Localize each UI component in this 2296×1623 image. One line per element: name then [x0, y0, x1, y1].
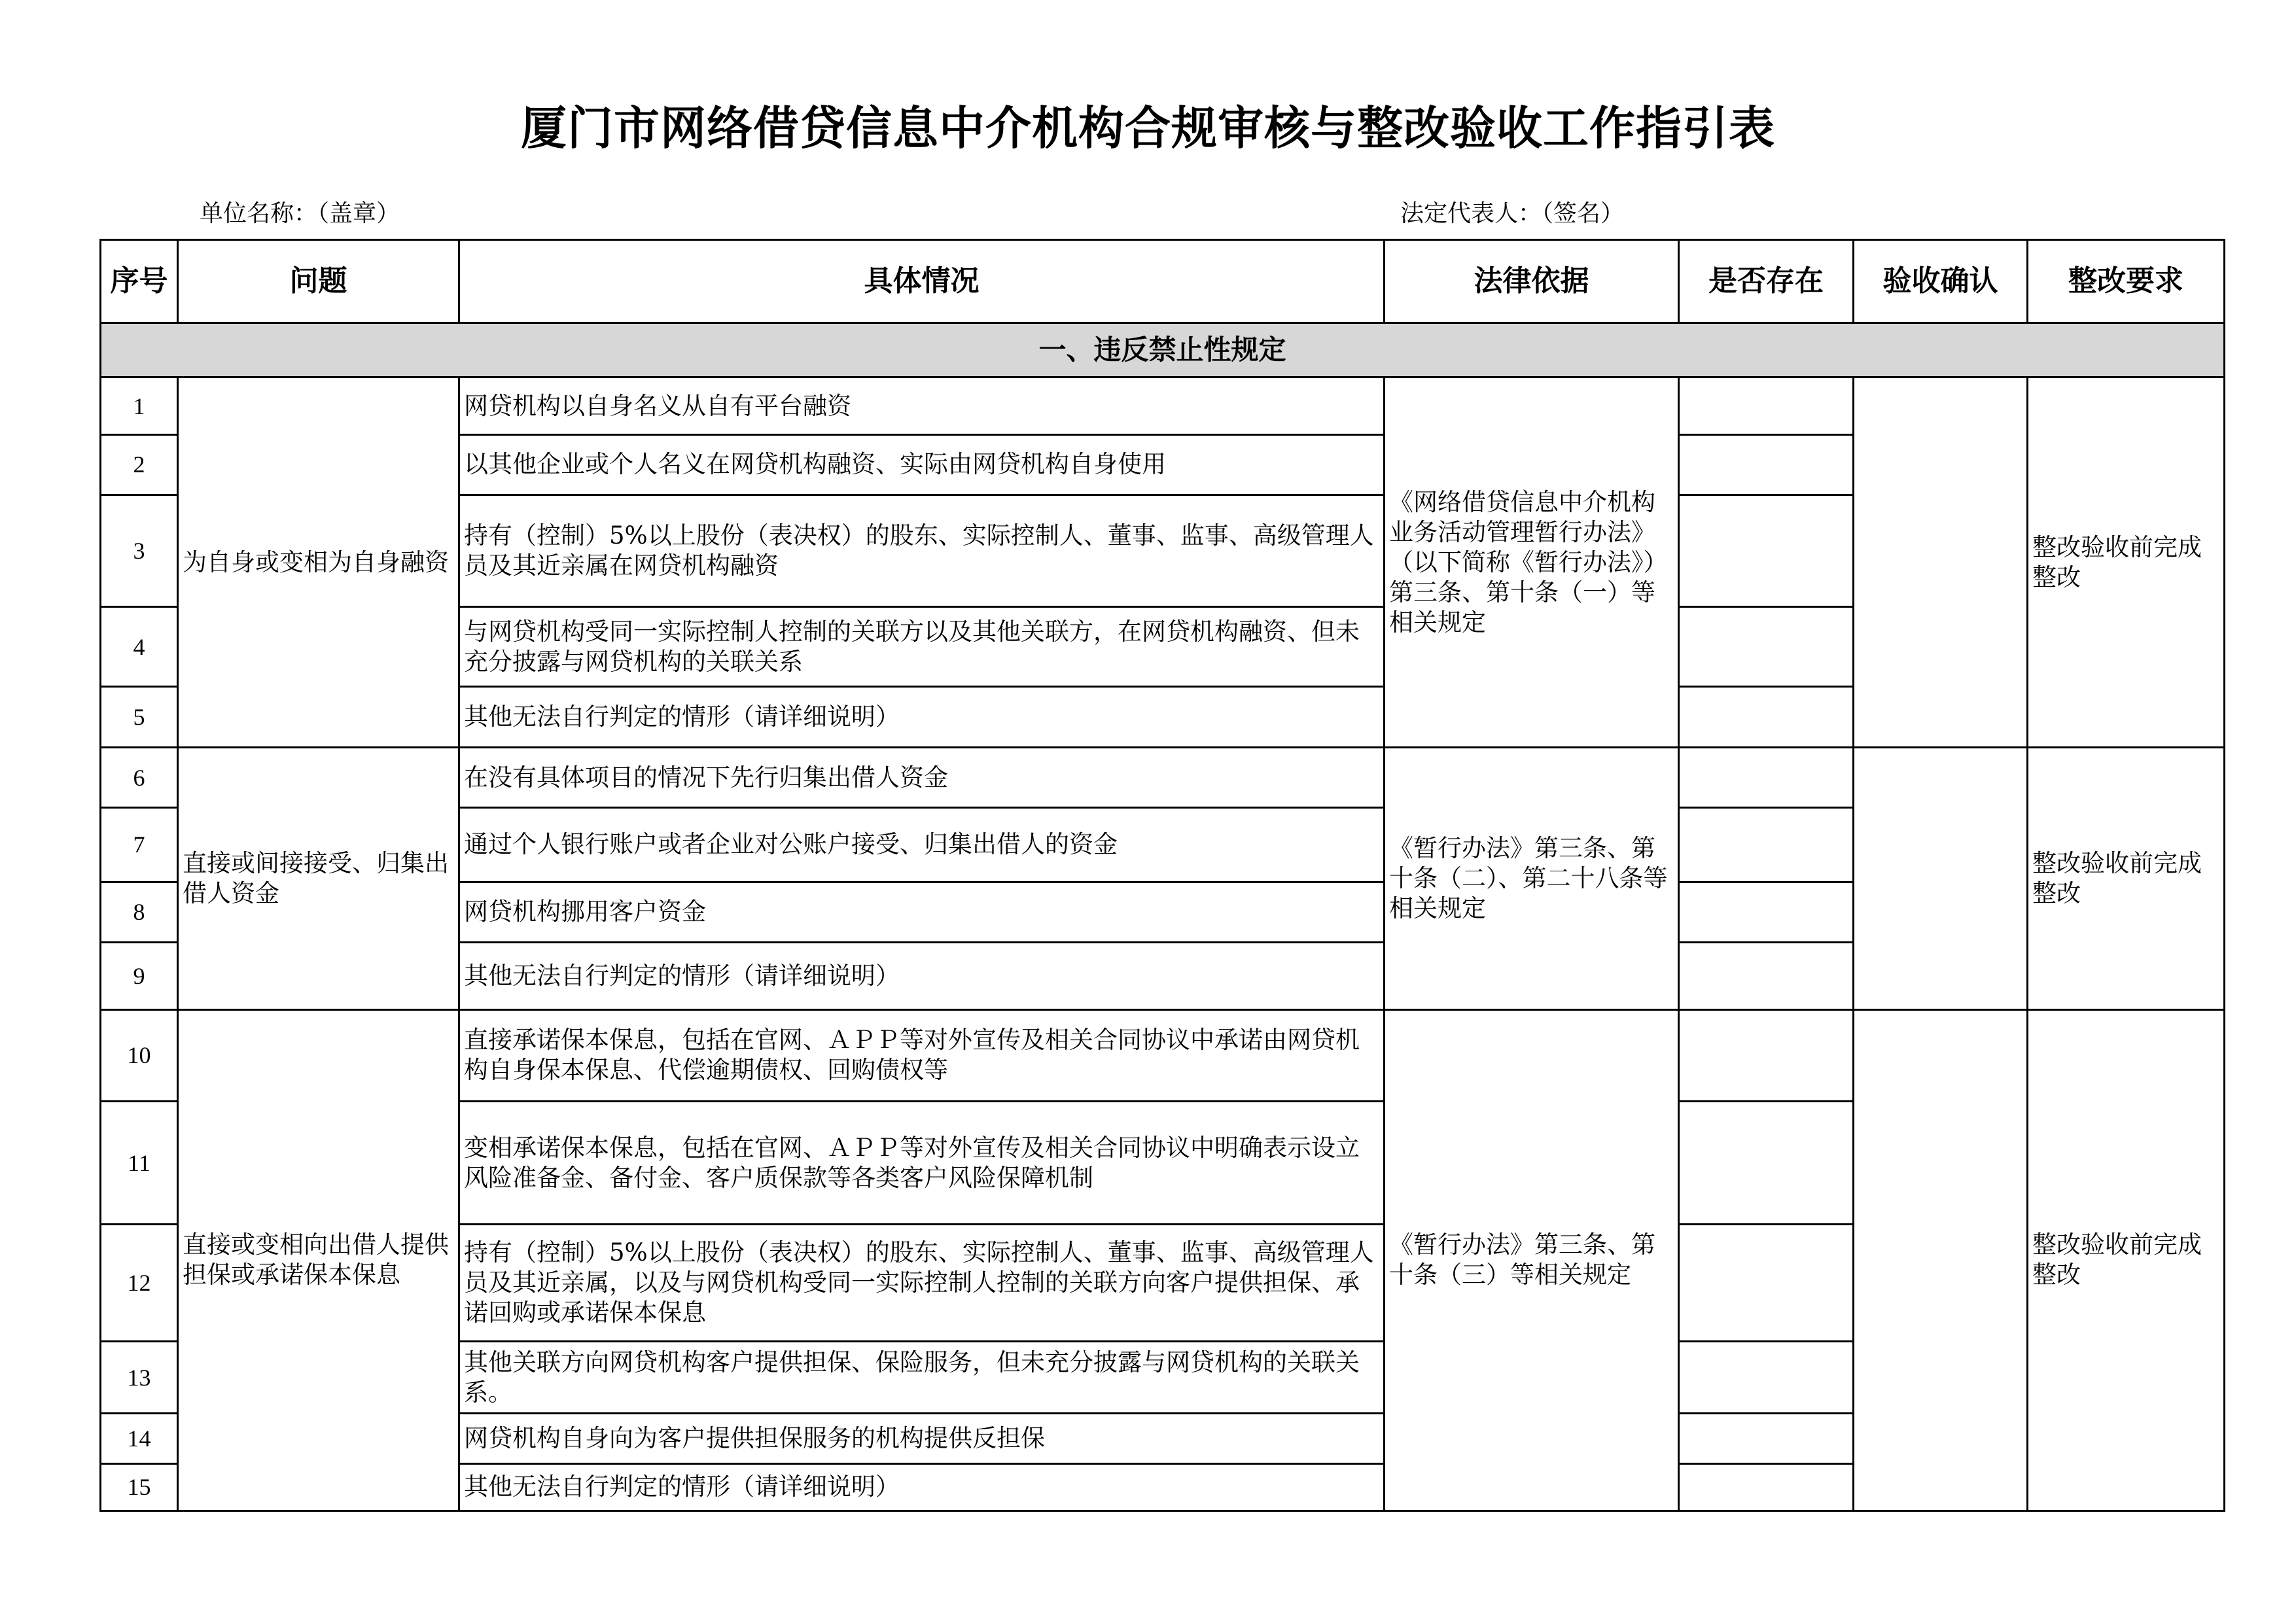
- exists-input[interactable]: [1679, 1102, 1854, 1225]
- req-cell: 整改验收前完成整改: [2028, 1009, 2225, 1510]
- exists-input[interactable]: [1679, 606, 1854, 687]
- header-detail: 具体情况: [459, 240, 1385, 323]
- detail-cell: 持有（控制）5%以上股份（表决权）的股东、实际控制人、董事、监事、高级管理人员及其近亲属在网贷机构融资: [459, 495, 1385, 607]
- law-cell: 《暂行办法》第三条、第十条（三）等相关规定: [1385, 1009, 1679, 1510]
- row-number: 7: [101, 808, 178, 882]
- header-no: 序号: [101, 240, 178, 323]
- page-title: 厦门市网络借贷信息中介机构合规审核与整改验收工作指引表: [521, 101, 1775, 155]
- row-number: 12: [101, 1225, 178, 1342]
- detail-cell: 持有（控制）5%以上股份（表决权）的股东、实际控制人、董事、监事、高级管理人员及其近亲属，以及与网贷机构受同一实际控制人控制的关联方向客户提供担保、承诺回购或承诺保本保息: [459, 1225, 1385, 1342]
- exists-input[interactable]: [1679, 434, 1854, 495]
- exists-input[interactable]: [1679, 1341, 1854, 1413]
- issue-cell: 为自身或变相为自身融资: [178, 377, 459, 747]
- issue-cell: 直接或间接接受、归集出借人资金: [178, 747, 459, 1009]
- row-number: 3: [101, 495, 178, 607]
- compliance-table: [99, 239, 2225, 1512]
- row-number: 6: [101, 747, 178, 807]
- unit-name-label: 单位名称：（盖章）: [200, 200, 400, 227]
- row-number: 15: [101, 1463, 178, 1510]
- req-cell: 整改验收前完成整改: [2028, 377, 2225, 747]
- table-row: [101, 747, 2225, 807]
- row-number: 13: [101, 1341, 178, 1413]
- exists-input[interactable]: [1679, 747, 1854, 807]
- check-cell[interactable]: [1854, 377, 2028, 747]
- detail-cell: 通过个人银行账户或者企业对公账户接受、归集出借人的资金: [459, 808, 1385, 882]
- header-exists: 是否存在: [1679, 240, 1854, 323]
- exists-input[interactable]: [1679, 943, 1854, 1009]
- detail-cell: 其他无法自行判定的情形（请详细说明）: [459, 1463, 1385, 1510]
- header-req: 整改要求: [2028, 240, 2225, 323]
- detail-cell: 在没有具体项目的情况下先行归集出借人资金: [459, 747, 1385, 807]
- detail-cell: 与网贷机构受同一实际控制人控制的关联方以及其他关联方，在网贷机构融资、但未充分披露与网贷机构的关联关系: [459, 606, 1385, 687]
- exists-input[interactable]: [1679, 1009, 1854, 1102]
- section-title: 一、违反禁止性规定: [101, 323, 2225, 377]
- exists-input[interactable]: [1679, 377, 1854, 434]
- row-number: 14: [101, 1414, 178, 1463]
- detail-cell: 其他无法自行判定的情形（请详细说明）: [459, 943, 1385, 1009]
- exists-input[interactable]: [1679, 808, 1854, 882]
- row-number: 5: [101, 687, 178, 747]
- detail-cell: 网贷机构自身向为客户提供担保服务的机构提供反担保: [459, 1414, 1385, 1463]
- row-number: 10: [101, 1009, 178, 1102]
- detail-cell: 网贷机构挪用客户资金: [459, 882, 1385, 942]
- issue-cell: 直接或变相向出借人提供担保或承诺保本保息: [178, 1009, 459, 1510]
- row-number: 11: [101, 1102, 178, 1225]
- table-row: [101, 377, 2225, 434]
- detail-cell: 直接承诺保本保息，包括在官网、ＡＰＰ等对外宣传及相关合同协议中承诺由网贷机构自身保本保息、代偿逾期债权、回购债权等: [459, 1009, 1385, 1102]
- law-cell: 《暂行办法》第三条、第十条（二）、第二十八条等相关规定: [1385, 747, 1679, 1009]
- detail-cell: 以其他企业或个人名义在网贷机构融资、实际由网贷机构自身使用: [459, 434, 1385, 495]
- row-number: 9: [101, 943, 178, 1009]
- exists-input[interactable]: [1679, 1225, 1854, 1342]
- detail-cell: 其他无法自行判定的情形（请详细说明）: [459, 687, 1385, 747]
- exists-input[interactable]: [1679, 687, 1854, 747]
- exists-input[interactable]: [1679, 495, 1854, 607]
- header-row: [101, 240, 2225, 323]
- detail-cell: 其他关联方向网贷机构客户提供担保、保险服务，但未充分披露与网贷机构的关联关系。: [459, 1341, 1385, 1413]
- check-cell[interactable]: [1854, 1009, 2028, 1510]
- header-issue: 问题: [178, 240, 459, 323]
- detail-cell: 变相承诺保本保息，包括在官网、ＡＰＰ等对外宣传及相关合同协议中明确表示设立风险准备金、备付金、客户质保款等各类客户风险保障机制: [459, 1102, 1385, 1225]
- table-row: [101, 1009, 2225, 1102]
- req-cell: 整改验收前完成整改: [2028, 747, 2225, 1009]
- row-number: 8: [101, 882, 178, 942]
- row-number: 4: [101, 606, 178, 687]
- detail-cell: 网贷机构以自身名义从自有平台融资: [459, 377, 1385, 434]
- header-check: 验收确认: [1854, 240, 2028, 323]
- header-law: 法律依据: [1385, 240, 1679, 323]
- law-cell: 《网络借贷信息中介机构业务活动管理暂行办法》（以下简称《暂行办法》）第三条、第十条（一）等相关规定: [1385, 377, 1679, 747]
- check-cell[interactable]: [1854, 747, 2028, 1009]
- exists-input[interactable]: [1679, 1414, 1854, 1463]
- exists-input[interactable]: [1679, 1463, 1854, 1510]
- section-row: [101, 323, 2225, 377]
- row-number: 1: [101, 377, 178, 434]
- legal-rep-label: 法定代表人：（签名）: [1400, 200, 1625, 227]
- row-number: 2: [101, 434, 178, 495]
- exists-input[interactable]: [1679, 882, 1854, 942]
